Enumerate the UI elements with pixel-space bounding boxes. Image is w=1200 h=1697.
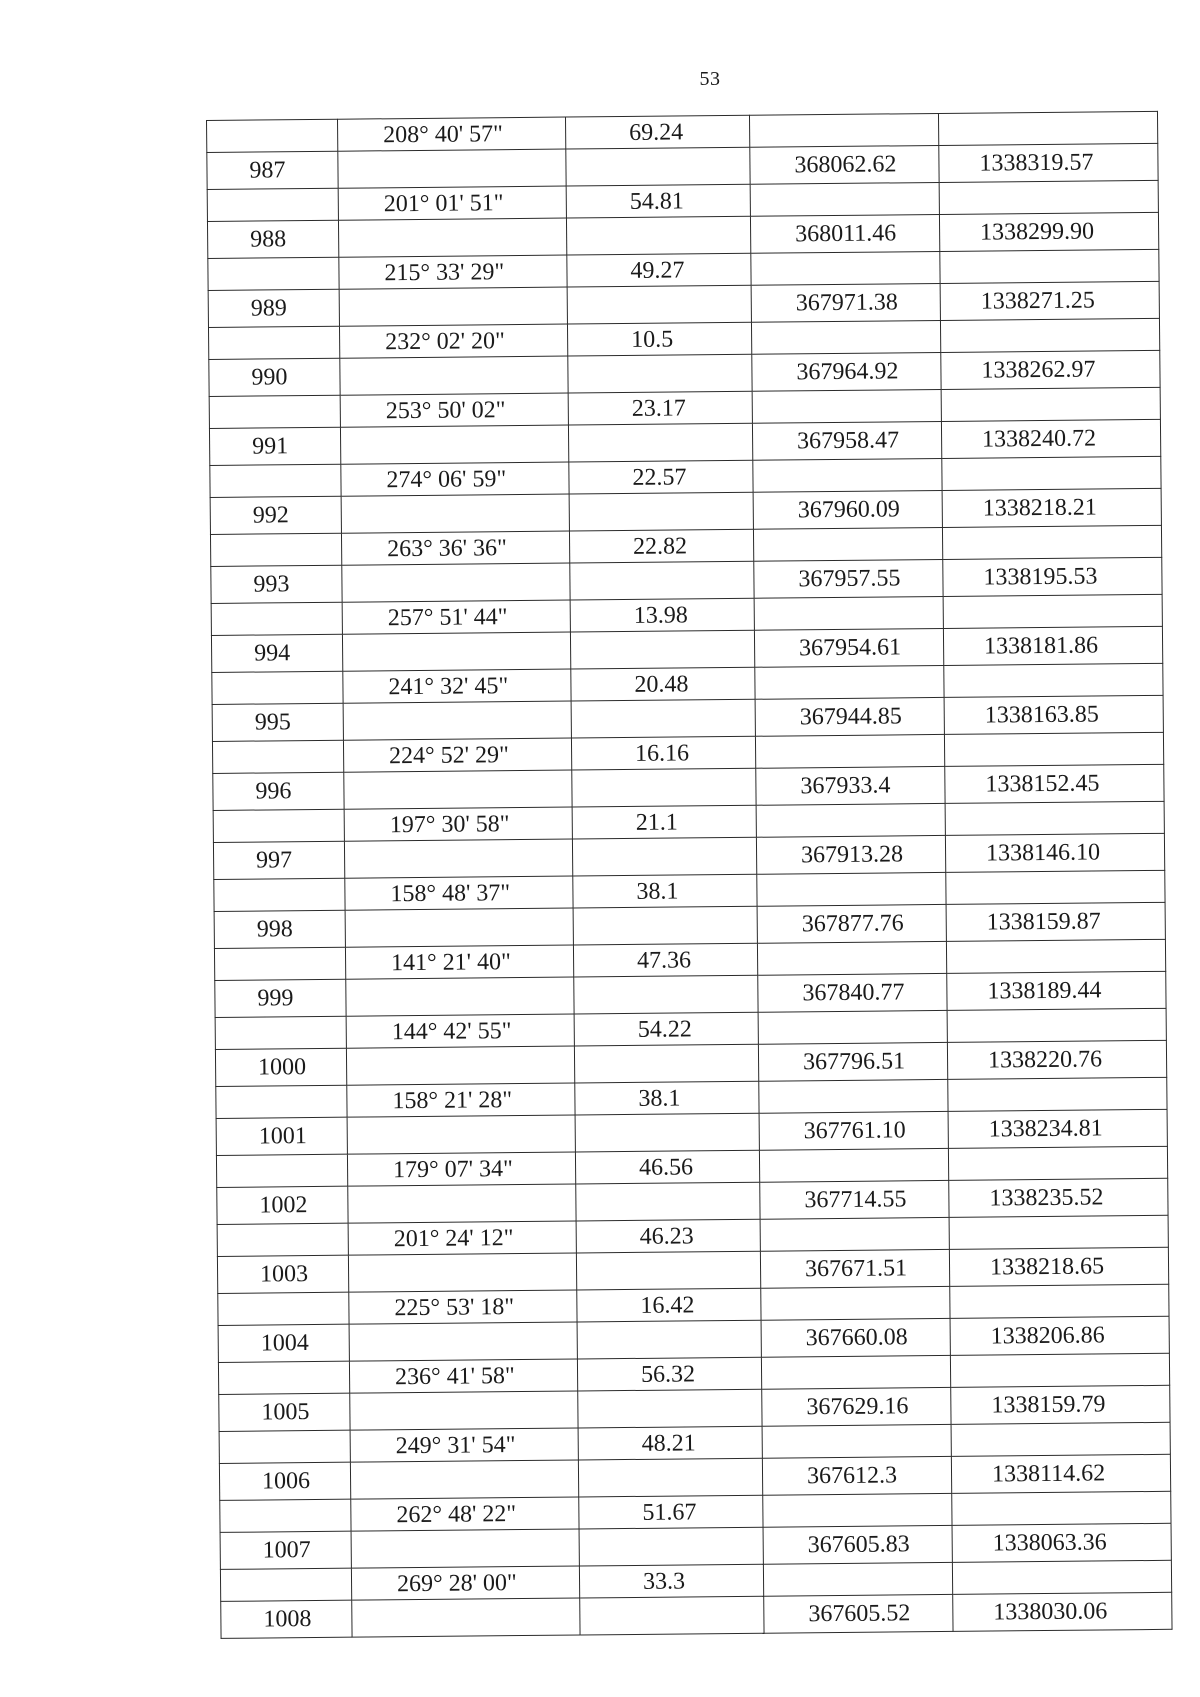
northing-cell: [755, 734, 944, 768]
northing-cell: 367877.76: [757, 904, 946, 943]
bearing-cell: [344, 839, 572, 878]
northing-cell: 367629.16: [762, 1387, 951, 1426]
easting-cell: [948, 1146, 1167, 1180]
northing-cell: [757, 941, 946, 975]
distance-cell: 56.32: [577, 1357, 761, 1391]
northing-cell: 367954.61: [754, 628, 943, 667]
distance-cell: 16.16: [571, 736, 755, 770]
bearing-cell: [340, 356, 568, 395]
bearing-cell: [348, 1184, 576, 1223]
easting-cell: 1338181.86: [943, 626, 1162, 665]
station-cell: [217, 1223, 348, 1256]
easting-cell: [944, 663, 1163, 697]
distance-cell: [574, 1044, 758, 1083]
easting-cell: 1338218.21: [942, 488, 1161, 527]
distance-cell: 49.27: [567, 253, 751, 287]
station-cell: 992: [210, 496, 341, 534]
easting-cell: 1338030.06: [953, 1592, 1172, 1631]
easting-cell: [949, 1215, 1168, 1249]
northing-cell: [760, 1217, 949, 1251]
bearing-cell: 236° 41' 58": [349, 1359, 577, 1393]
bearing-cell: 141° 21' 40": [345, 945, 573, 979]
easting-cell: [951, 1422, 1170, 1456]
easting-cell: [950, 1284, 1169, 1318]
station-cell: [215, 1016, 346, 1049]
bearing-cell: [345, 908, 573, 947]
northing-cell: [762, 1424, 951, 1458]
station-cell: [208, 326, 339, 359]
bearing-cell: 144° 42' 55": [346, 1014, 574, 1048]
distance-cell: 10.5: [567, 322, 751, 356]
northing-cell: [751, 320, 940, 354]
station-cell: [212, 671, 343, 704]
distance-cell: [569, 492, 753, 531]
station-cell: 1005: [219, 1393, 350, 1431]
bearing-cell: 263° 36' 36": [341, 531, 569, 565]
survey-table-body: [207, 111, 1173, 1638]
station-cell: 991: [209, 427, 340, 465]
station-cell: 988: [207, 220, 338, 258]
distance-cell: [580, 1596, 764, 1635]
bearing-cell: 215° 33' 29": [339, 255, 567, 289]
distance-cell: 13.98: [570, 598, 754, 632]
distance-cell: [566, 216, 750, 255]
bearing-cell: 158° 21' 28": [347, 1083, 575, 1117]
station-cell: 1008: [221, 1600, 352, 1638]
easting-cell: [945, 801, 1164, 835]
station-cell: 1001: [216, 1117, 347, 1155]
distance-cell: [570, 561, 754, 600]
northing-cell: 367761.10: [759, 1111, 948, 1150]
northing-cell: 367913.28: [756, 835, 945, 874]
northing-cell: 367840.77: [758, 973, 947, 1012]
northing-cell: [749, 113, 938, 147]
northing-cell: [759, 1148, 948, 1182]
northing-cell: 367612.3: [762, 1456, 951, 1495]
northing-cell: 367796.51: [758, 1042, 947, 1081]
bearing-cell: 241° 32' 45": [343, 669, 571, 703]
bearing-cell: 158° 48' 37": [345, 876, 573, 910]
easting-cell: [943, 594, 1162, 628]
station-cell: [207, 119, 338, 152]
station-cell: [214, 878, 345, 911]
station-row: [221, 1592, 1172, 1638]
station-cell: [219, 1430, 350, 1463]
northing-cell: [755, 665, 944, 699]
easting-cell: 1338235.52: [949, 1178, 1168, 1217]
station-cell: 990: [209, 358, 340, 396]
bearing-cell: 179° 07' 34": [347, 1152, 575, 1186]
bearing-cell: 232° 02' 20": [339, 324, 567, 358]
bearing-cell: [346, 1046, 574, 1085]
station-cell: 995: [212, 703, 343, 741]
bearing-cell: [351, 1529, 579, 1568]
bearing-cell: 249° 31' 54": [350, 1428, 578, 1462]
distance-cell: [576, 1251, 760, 1290]
distance-cell: 20.48: [571, 667, 755, 701]
northing-cell: 367957.55: [754, 559, 943, 598]
easting-cell: [942, 456, 1161, 490]
northing-cell: 368011.46: [750, 214, 939, 253]
easting-cell: [946, 870, 1165, 904]
station-cell: [216, 1085, 347, 1118]
northing-cell: [758, 1010, 947, 1044]
station-cell: [209, 395, 340, 428]
easting-cell: 1338218.65: [949, 1247, 1168, 1286]
easting-cell: [941, 387, 1160, 421]
easting-cell: 1338114.62: [951, 1454, 1170, 1493]
station-cell: [210, 464, 341, 497]
station-cell: 1006: [219, 1462, 350, 1500]
distance-cell: 22.82: [569, 529, 753, 563]
northing-cell: [753, 527, 942, 561]
bearing-cell: [342, 563, 570, 602]
distance-cell: 48.21: [578, 1426, 762, 1460]
northing-cell: [763, 1493, 952, 1527]
northing-cell: 367671.51: [760, 1249, 949, 1288]
bearing-cell: 225° 53' 18": [349, 1290, 577, 1324]
bearing-cell: 208° 40' 57": [337, 117, 565, 151]
northing-cell: 367605.83: [763, 1525, 952, 1564]
easting-cell: [952, 1560, 1171, 1594]
easting-cell: [940, 249, 1159, 283]
station-cell: [211, 602, 342, 635]
easting-cell: 1338262.97: [941, 350, 1160, 389]
easting-cell: 1338159.87: [946, 902, 1165, 941]
bearing-cell: [348, 1253, 576, 1292]
station-cell: [218, 1361, 349, 1394]
easting-cell: 1338206.86: [950, 1316, 1169, 1355]
northing-cell: [761, 1355, 950, 1389]
easting-cell: 1338159.79: [951, 1385, 1170, 1424]
northing-cell: 367944.85: [755, 697, 944, 736]
easting-cell: [944, 732, 1163, 766]
northing-cell: 367964.92: [752, 352, 941, 391]
easting-cell: [940, 318, 1159, 352]
bearing-cell: [347, 1115, 575, 1154]
northing-cell: [754, 596, 943, 630]
northing-cell: [750, 182, 939, 216]
distance-cell: [566, 147, 750, 186]
survey-table-wrapper: [206, 111, 1172, 1639]
distance-cell: 46.56: [575, 1150, 759, 1184]
bearing-cell: [342, 632, 570, 671]
bearing-cell: 269° 28' 00": [351, 1566, 579, 1600]
bearing-cell: [343, 701, 571, 740]
easting-cell: 1338195.53: [943, 557, 1162, 596]
northing-cell: [756, 803, 945, 837]
station-cell: 1002: [217, 1186, 348, 1224]
distance-cell: 16.42: [577, 1288, 761, 1322]
easting-cell: 1338234.81: [948, 1109, 1167, 1148]
easting-cell: 1338220.76: [947, 1040, 1166, 1079]
northing-cell: 367660.08: [761, 1318, 950, 1357]
easting-cell: [950, 1353, 1169, 1387]
northing-cell: [763, 1562, 952, 1596]
bearing-cell: [340, 425, 568, 464]
easting-cell: 1338146.10: [945, 833, 1164, 872]
distance-cell: 22.57: [569, 460, 753, 494]
easting-cell: 1338299.90: [939, 212, 1158, 251]
station-cell: [216, 1154, 347, 1187]
northing-cell: [759, 1079, 948, 1113]
bearing-cell: [350, 1391, 578, 1430]
bearing-cell: 201° 01' 51": [338, 186, 566, 220]
station-cell: 989: [208, 289, 339, 327]
station-cell: 993: [211, 565, 342, 603]
northing-cell: [751, 251, 940, 285]
distance-cell: [576, 1182, 760, 1221]
distance-cell: 23.17: [568, 391, 752, 425]
distance-cell: [567, 285, 751, 324]
distance-cell: [575, 1113, 759, 1152]
distance-cell: 54.22: [574, 1012, 758, 1046]
station-cell: [213, 809, 344, 842]
easting-cell: [948, 1077, 1167, 1111]
distance-cell: [574, 975, 758, 1014]
bearing-cell: [346, 977, 574, 1016]
northing-cell: 367958.47: [752, 421, 941, 460]
easting-cell: [946, 939, 1165, 973]
distance-cell: 47.36: [573, 943, 757, 977]
easting-cell: [947, 1008, 1166, 1042]
station-cell: [220, 1568, 351, 1601]
bearing-cell: 197° 30' 58": [344, 807, 572, 841]
bearing-cell: [350, 1460, 578, 1499]
distance-cell: 46.23: [576, 1219, 760, 1253]
station-cell: 994: [211, 634, 342, 672]
station-cell: 999: [215, 979, 346, 1017]
northing-cell: 367960.09: [753, 490, 942, 529]
distance-cell: [573, 906, 757, 945]
bearing-cell: [344, 770, 572, 809]
station-cell: 1003: [217, 1255, 348, 1293]
station-cell: 996: [213, 772, 344, 810]
station-cell: 1000: [215, 1048, 346, 1086]
station-cell: 1007: [220, 1531, 351, 1569]
easting-cell: 1338152.45: [945, 764, 1164, 803]
northing-cell: [757, 872, 946, 906]
distance-cell: [568, 423, 752, 462]
northing-cell: 367933.4: [756, 766, 945, 805]
easting-cell: [938, 111, 1157, 145]
easting-cell: 1338271.25: [940, 281, 1159, 320]
distance-cell: 51.67: [579, 1495, 763, 1529]
distance-cell: 38.1: [573, 874, 757, 908]
station-cell: [214, 947, 345, 980]
station-cell: [212, 740, 343, 773]
easting-cell: 1338189.44: [947, 971, 1166, 1010]
bearing-cell: [341, 494, 569, 533]
easting-cell: 1338240.72: [941, 419, 1160, 458]
station-cell: 997: [213, 841, 344, 879]
distance-cell: [571, 699, 755, 738]
bearing-cell: [339, 287, 567, 326]
easting-cell: 1338063.36: [952, 1523, 1171, 1562]
bearing-cell: 253° 50' 02": [340, 393, 568, 427]
bearing-cell: 224° 52' 29": [343, 738, 571, 772]
station-cell: 987: [207, 151, 338, 189]
survey-coordinates-table: [206, 111, 1173, 1639]
station-cell: [207, 188, 338, 221]
northing-cell: [753, 458, 942, 492]
station-cell: 998: [214, 910, 345, 948]
station-cell: [220, 1499, 351, 1532]
station-cell: [218, 1292, 349, 1325]
easting-cell: 1338319.57: [939, 143, 1158, 182]
distance-cell: 21.1: [572, 805, 756, 839]
easting-cell: [952, 1491, 1171, 1525]
distance-cell: [572, 768, 756, 807]
bearing-cell: [338, 149, 566, 188]
northing-cell: [752, 389, 941, 423]
distance-cell: 33.3: [579, 1564, 763, 1598]
distance-cell: [578, 1458, 762, 1497]
distance-cell: [570, 630, 754, 669]
bearing-cell: 274° 06' 59": [341, 462, 569, 496]
bearing-cell: [338, 218, 566, 257]
distance-cell: 38.1: [575, 1081, 759, 1115]
station-cell: [210, 533, 341, 566]
distance-cell: [568, 354, 752, 393]
bearing-cell: [349, 1322, 577, 1361]
northing-cell: 368062.62: [750, 145, 939, 184]
distance-cell: [577, 1320, 761, 1359]
northing-cell: 367605.52: [764, 1594, 953, 1633]
distance-cell: [579, 1527, 763, 1566]
distance-cell: [578, 1389, 762, 1428]
bearing-cell: 262° 48' 22": [351, 1497, 579, 1531]
distance-cell: 54.81: [566, 184, 750, 218]
northing-cell: 367971.38: [751, 283, 940, 322]
distance-cell: [572, 837, 756, 876]
easting-cell: 1338163.85: [944, 695, 1163, 734]
bearing-cell: [352, 1598, 580, 1637]
easting-cell: [942, 525, 1161, 559]
distance-cell: 69.24: [565, 115, 749, 149]
bearing-cell: 257° 51' 44": [342, 600, 570, 634]
northing-cell: [761, 1286, 950, 1320]
northing-cell: 367714.55: [760, 1180, 949, 1219]
page-number: 53: [699, 68, 721, 90]
station-cell: [208, 257, 339, 290]
bearing-cell: 201° 24' 12": [348, 1221, 576, 1255]
easting-cell: [939, 180, 1158, 214]
station-cell: 1004: [218, 1324, 349, 1362]
